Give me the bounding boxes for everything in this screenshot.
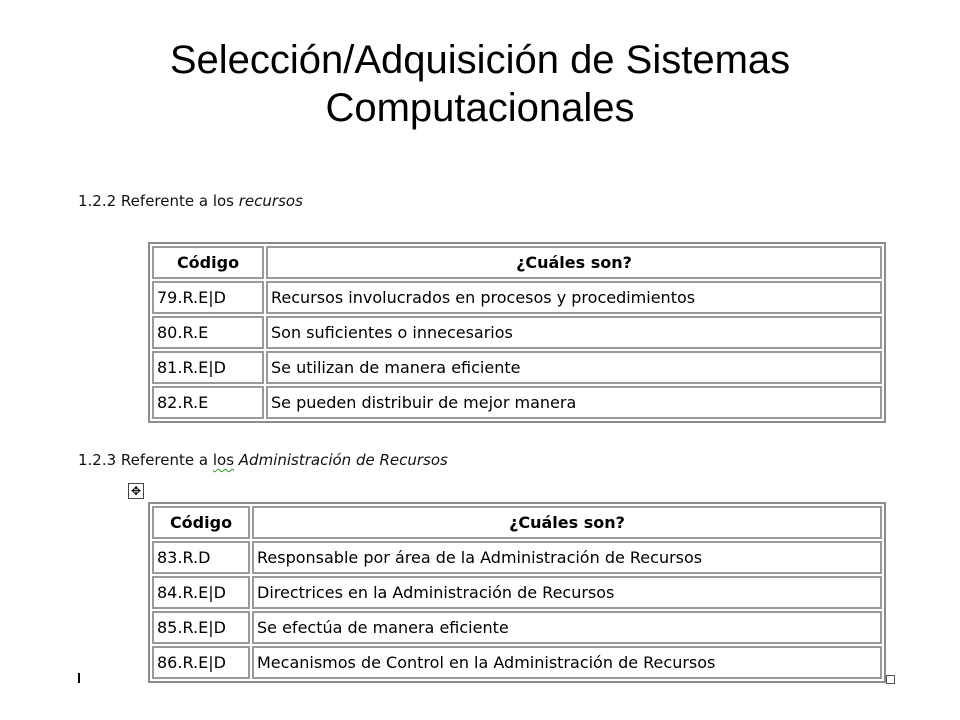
description-cell: Se pueden distribuir de mejor manera [266, 386, 882, 419]
slide-title [0, 36, 960, 132]
column-header-which: ¿Cuáles son? [266, 246, 882, 279]
description-cell: Mecanismos de Control en la Administración de Recursos [252, 646, 882, 679]
section-heading-emphasis: Administración de Recursos [238, 451, 448, 469]
table-row [152, 281, 882, 314]
description-cell: Directrices en la Administración de Recursos [252, 576, 882, 609]
table-row [152, 386, 882, 419]
table-resize-handle[interactable] [886, 675, 895, 684]
document-screenshot [72, 178, 902, 686]
column-header-code: Código [152, 506, 250, 539]
code-cell: 79.R.E|D [152, 281, 264, 314]
code-cell: 84.R.E|D [152, 576, 250, 609]
code-cell: 83.R.D [152, 541, 250, 574]
section-heading-administracion [78, 451, 448, 469]
section-heading-recursos [78, 192, 303, 210]
code-cell: 86.R.E|D [152, 646, 250, 679]
description-cell: Se efectúa de manera eficiente [252, 611, 882, 644]
text-cursor [78, 673, 80, 683]
code-cell: 85.R.E|D [152, 611, 250, 644]
section-heading-prefix: 1.2.2 Referente a los [78, 192, 239, 210]
section-heading-emphasis: recursos [238, 192, 303, 210]
table-header-row [152, 506, 882, 539]
column-header-which: ¿Cuáles son? [252, 506, 882, 539]
slide-title-line-2: Computacionales [325, 86, 635, 130]
resources-table [148, 242, 886, 423]
description-cell: Se utilizan de manera eficiente [266, 351, 882, 384]
section-heading-prefix: 1.2.3 Referente a [78, 451, 213, 469]
administration-table [148, 502, 886, 683]
code-cell: 80.R.E [152, 316, 264, 349]
table-row [152, 646, 882, 679]
table-row [152, 316, 882, 349]
table-row [152, 576, 882, 609]
slide-title-line-1: Selección/Adquisición de Sistemas [169, 38, 791, 82]
description-cell: Son suficientes o innecesarios [266, 316, 882, 349]
move-handle-icon[interactable]: ✥ [128, 483, 144, 499]
description-cell: Recursos involucrados en procesos y procedimientos [266, 281, 882, 314]
table-row [152, 541, 882, 574]
table-header-row [152, 246, 882, 279]
code-cell: 82.R.E [152, 386, 264, 419]
table-row [152, 351, 882, 384]
description-cell: Responsable por área de la Administración de Recursos [252, 541, 882, 574]
column-header-code: Código [152, 246, 264, 279]
section-heading-word: los [212, 451, 235, 469]
code-cell: 81.R.E|D [152, 351, 264, 384]
table-row [152, 611, 882, 644]
